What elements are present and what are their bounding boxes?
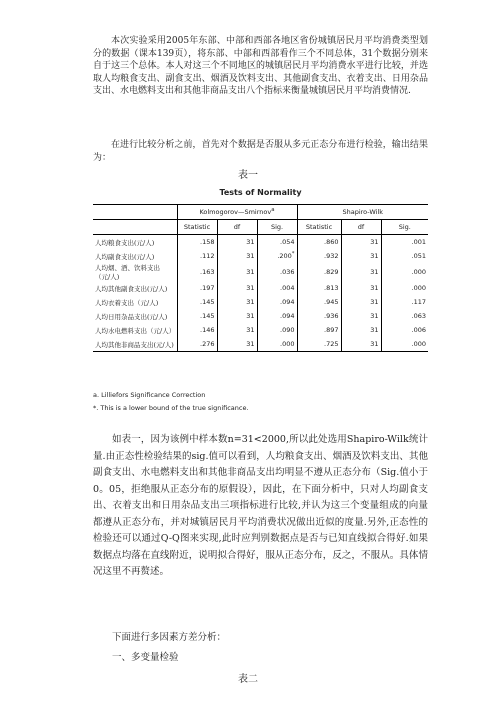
table-caption: 表一	[238, 170, 258, 181]
row-label: 人均水电燃料支出（元/人）	[95, 326, 176, 335]
cell: 31	[341, 281, 381, 295]
cell: 31	[341, 295, 381, 309]
header-blank	[93, 220, 177, 235]
cell: 31	[217, 235, 257, 250]
cell: 31	[341, 263, 381, 281]
table-row	[93, 281, 428, 295]
header-shapiro-wilk: Shapiro-Wilk	[297, 205, 428, 220]
cell: 31	[217, 309, 257, 323]
cell: 31	[217, 295, 257, 309]
table-header-group-row	[93, 205, 428, 220]
row-label: 人均烟、酒、饮料支出（元/人)	[95, 264, 160, 281]
cell: .054	[257, 235, 297, 250]
table-header-row	[93, 220, 428, 235]
table-row	[93, 309, 428, 323]
cell: .932	[297, 249, 341, 263]
cell: .936	[297, 309, 341, 323]
row-label: 人均其他副食支出(元/人)	[95, 284, 168, 293]
cell: .063	[381, 309, 428, 323]
table-row	[93, 337, 428, 352]
row-label: 人均日用杂品支出(元/人)	[95, 312, 168, 321]
table-row	[93, 235, 428, 250]
cell: 31	[217, 249, 257, 263]
row-label: 人均其他非商品支出(元/人)	[93, 337, 177, 352]
cell: .000	[257, 337, 297, 352]
table-row	[93, 249, 428, 263]
cell: .145	[177, 309, 217, 323]
cell: .897	[297, 323, 341, 337]
cell: .829	[297, 263, 341, 281]
cell: .197	[177, 281, 217, 295]
cell: 31	[341, 309, 381, 323]
col-header: df	[341, 220, 381, 235]
cell: .813	[297, 281, 341, 295]
cell: 31	[341, 235, 381, 250]
cell: .051	[381, 249, 428, 263]
cell: .006	[381, 323, 428, 337]
cell: .276	[177, 337, 217, 352]
cell: 31	[217, 281, 257, 295]
row-label: 人均粮食支出(元/人)	[95, 238, 155, 247]
cell: .158	[177, 235, 217, 250]
intro-paragraph: 本次实验采用2005年东部、中部和西部各地区省份城镇居民月平均消费类型划分的数据（课本139页），将东部、中部和西部看作三个不同总体，31个数据分别来自于这三个总体。本人对这三个不同地区的城镇居民月平均消费水平进行比较，并选取人均粮食支出、副食支出、烟酒及饮料支出、其他副食支出、衣着支出、日用杂品支出、水电燃料支出和其他非商品支出八个指标来衡量城镇居民月平均消费情况.	[93, 36, 428, 96]
cell: .090	[257, 323, 297, 337]
section-heading: 一、多变量检验	[112, 652, 179, 663]
table-row	[93, 295, 428, 309]
cell: .163	[177, 263, 217, 281]
section-lead: 下面进行多因素方差分析：	[112, 632, 227, 643]
cell: .200*	[257, 249, 297, 263]
col-header: df	[217, 220, 257, 235]
table-footnote-a: a. Lilliefors Significance Correction	[93, 391, 206, 399]
table-caption-2: 表二	[238, 674, 258, 685]
cell: 31	[217, 323, 257, 337]
cell: .000	[381, 337, 428, 352]
row-label: 人均衣着支出（元/人)	[95, 298, 159, 307]
col-header: Statistic	[177, 220, 217, 235]
cell: 31	[341, 323, 381, 337]
analysis-paragraph: 如表一，因为该例中样本数n=31<2000,所以此处选用Shapiro-Wilk统计量.由正态性检验结果的sig.值可以看到，人均粮食支出、烟酒及饮料支出、其他副食支出、水电燃料支出和其他非商品支出均明显不遵从正态分布（Sig.值小于0。05，拒绝服从正态分布的原假设），因此，在下面分析中，只对人均副食支出、衣着支出和日用杂品支出三项指标进行比较,并认为这三个变量组成的向量都遵从正态分布，并对城镇居民月平均消费状况做出近似的度量.另外,正态性的检验还可以通过Q-Q图来实现,此时应判别数据点是否与已知直线拟合得好.如果数据点均落在直线附近，说明拟合得好，服从正态分布，反之，不服从。具体情况这里不再赘述。	[93, 434, 428, 577]
table-row	[93, 323, 428, 337]
table-footnote-star: *. This is a lower bound of the true significance.	[93, 404, 249, 412]
normality-table	[93, 204, 428, 352]
cell: .117	[381, 295, 428, 309]
cell: .112	[177, 249, 217, 263]
cell: .094	[257, 309, 297, 323]
cell: .094	[257, 295, 297, 309]
table-title: Tests of Normality	[219, 188, 302, 197]
cell: .945	[297, 295, 341, 309]
cell: .860	[297, 235, 341, 250]
cell: .004	[257, 281, 297, 295]
row-label: 人均副食支出(元/人)	[95, 252, 155, 261]
cell: .725	[297, 337, 341, 352]
cell: 31	[341, 337, 381, 352]
cell: .000	[381, 281, 428, 295]
col-header: Sig.	[381, 220, 428, 235]
cell: .146	[177, 323, 217, 337]
col-header: Sig.	[257, 220, 297, 235]
intro-paragraph-2: 在进行比较分析之前，首先对个数据是否服从多元正态分布进行检验，输出结果为：	[93, 140, 428, 163]
cell: .036	[257, 263, 297, 281]
col-header: Statistic	[297, 220, 341, 235]
cell: .000	[381, 263, 428, 281]
cell: 31	[217, 263, 257, 281]
cell: 31	[217, 337, 257, 352]
header-kolmogorov-smirnov: Kolmogorov—Smirnov$^a$	[177, 205, 297, 220]
cell: 31	[341, 249, 381, 263]
table-row	[93, 263, 428, 281]
cell: .145	[177, 295, 217, 309]
cell: .001	[381, 235, 428, 250]
header-blank	[93, 205, 177, 220]
